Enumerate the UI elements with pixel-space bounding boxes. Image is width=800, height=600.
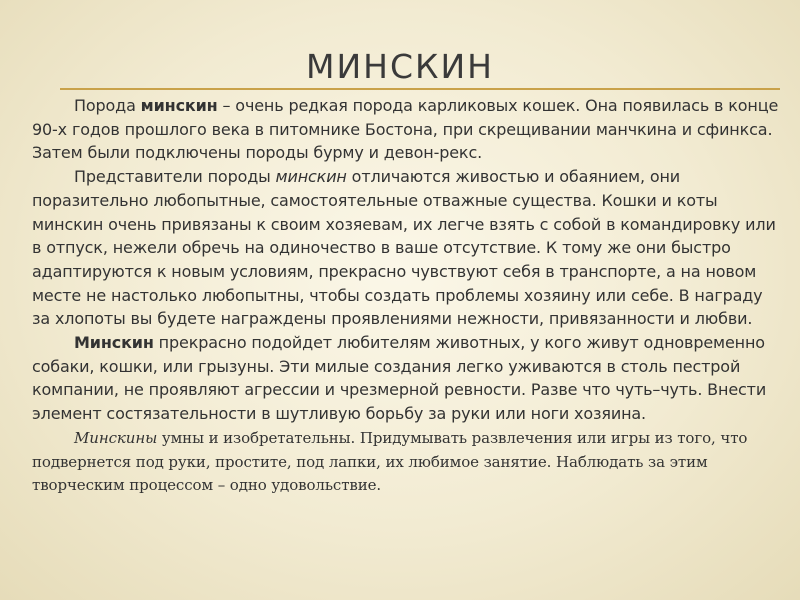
paragraph-1-part-1: Порода (74, 96, 141, 115)
title-divider (60, 88, 780, 90)
paragraph-1-part-3: – очень редкая порода карликовых кошек. Она появилась в конце 90-х годов прошлого века в питомнике Бостона, при скрещивании манчкина и сфинкса. Затем были подключены породы бурму и девон-рекс. (32, 96, 779, 163)
paragraph-4-part-2: умны и изобретательны. Придумывать развлечения или игры из того, что подвернется под руки, простите, под лапки, их любимое занятие. Наблюдать за этим творческим процессом – одно удовольствие. (32, 428, 748, 495)
paragraph-2-part-3: отличаются живостью и обаянием, они поразительно любопытные, самостоятельные отважные существа. Кошки и коты минскин очень привязаны к своим хозяевам, их легче взять с собой в командировку или в отпуск, нежели обречь на одиночество в ваше отсутствие. К тому же они быстро адаптируются к новым условиям, прекрасно чувствуют себя в транспорте, а на новом месте не настолько любопытны, чтобы создать проблемы хозяину или себе. В награду за хлопоты вы будете награждены проявлениями нежности, привязанности и любви. (32, 167, 776, 329)
paragraph-3 (32, 331, 782, 426)
paragraph-2-part-1: Представители породы (74, 167, 276, 187)
paragraph-2-part-2: минскин (275, 167, 347, 187)
paragraph-2 (32, 165, 782, 331)
paragraph-4 (32, 427, 782, 498)
paragraph-1 (32, 94, 782, 165)
slide-body (32, 94, 782, 498)
paragraph-3-part-1: Минскин (74, 333, 154, 353)
paragraph-4-part-1: Минскины (74, 428, 158, 447)
paragraph-1-part-2: минскин (140, 96, 218, 115)
paragraph-3-part-2: прекрасно подойдет любителям животных, у кого живут одновременно собаки, кошки, или грызуны. Эти милые создания легко уживаются в столь пестрой компании, не проявляют агрессии и чрезмерной ревности. Разве что чуть–чуть. Внести элемент состязательности в шутливую борьбу за руки или ноги хозяина. (32, 333, 767, 424)
slide-title: МИНСКИН (306, 47, 494, 86)
